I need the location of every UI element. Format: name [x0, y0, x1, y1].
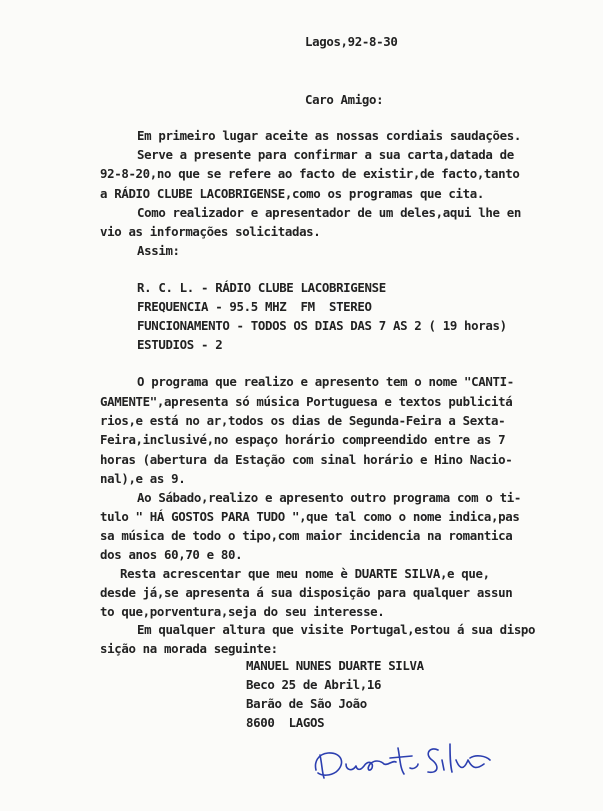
body-line: Ao Sábado,realizo e apresento outro programa com o ti-	[137, 490, 521, 505]
sig-stroke	[428, 749, 438, 772]
body-line: Serve a presente para confirmar a sua carta,datada de	[137, 147, 514, 162]
sig-stroke	[390, 756, 412, 758]
body-line: rios,e está no ar,todos os dias de Segunda-Feira a Sexta-	[100, 413, 506, 428]
station-line: ESTUDIOS - 2	[137, 337, 223, 352]
sig-stroke	[346, 761, 396, 770]
body-line: Assim:	[137, 243, 180, 258]
sig-stroke	[316, 753, 342, 775]
address-line: Barão de São João	[246, 696, 367, 711]
body-line: sa música de todo o tipo,com maior incidencia na romantica	[100, 528, 513, 543]
sig-stroke	[410, 764, 418, 769]
sig-stroke	[450, 744, 452, 772]
sig-stroke	[442, 760, 444, 770]
body-line: dos anos 60,70 e 80.	[100, 547, 243, 562]
sig-stroke	[470, 756, 490, 760]
body-line: Em qualquer altura que visite Portugal,estou á sua dispo	[137, 622, 536, 637]
station-line: FREQUENCIA - 95.5 MHZ FM STEREO	[137, 299, 372, 314]
station-line: R. C. L. - RÁDIO CLUBE LACOBRIGENSE	[137, 280, 386, 295]
body-line: vio as informações solicitadas.	[100, 224, 321, 239]
address-line: Beco 25 de Abril,16	[246, 677, 382, 692]
body-line: to que,porventura,seja do seu interesse.	[100, 604, 385, 619]
station-line: FUNCIONAMENTO - TODOS OS DIAS DAS 7 AS 2 ( 19 horas)	[137, 318, 507, 333]
body-line: desde já,se apresenta á sua disposição para qualquer assun	[100, 585, 513, 600]
body-line: tulo " HÁ GOSTOS PARA TUDO ",que tal como o nome indica,pas	[100, 509, 520, 524]
sig-stroke	[398, 748, 404, 774]
salutation: Caro Amigo:	[305, 92, 384, 107]
body-line: nal),e as 9.	[100, 471, 186, 486]
body-line: horas (abertura da Estação com sinal horário e Hino Nacio-	[100, 452, 513, 467]
body-line: Como realizador e apresentador de um deles,aqui lhe en	[137, 205, 521, 220]
address-line: 8600 LAGOS	[246, 715, 325, 730]
sig-stroke	[456, 760, 484, 768]
body-line: sição na morada seguinte:	[100, 641, 278, 656]
handwritten-signature	[300, 720, 500, 790]
letter-date: Lagos,92-8-30	[305, 34, 398, 49]
body-line: Em primeiro lugar aceite as nossas cordiais saudações.	[137, 128, 521, 143]
body-line: O programa que realizo e apresento tem o nome "CANTI-	[137, 374, 514, 389]
body-line: a RÁDIO CLUBE LACOBRIGENSE,como os programas que cita.	[100, 186, 484, 201]
body-line: GAMENTE",apresenta só música Portuguesa e textos publicitá	[100, 394, 513, 409]
address-line: MANUEL NUNES DUARTE SILVA	[246, 658, 424, 673]
body-line: Feira,inclusivé,no espaço horário compreendido entre as 7	[100, 432, 506, 447]
body-line: Resta acrescentar que meu nome è DUARTE SILVA,e que,	[120, 566, 490, 581]
body-line: 92-8-20,no que se refere ao facto de existir,de facto,tanto	[100, 166, 520, 181]
